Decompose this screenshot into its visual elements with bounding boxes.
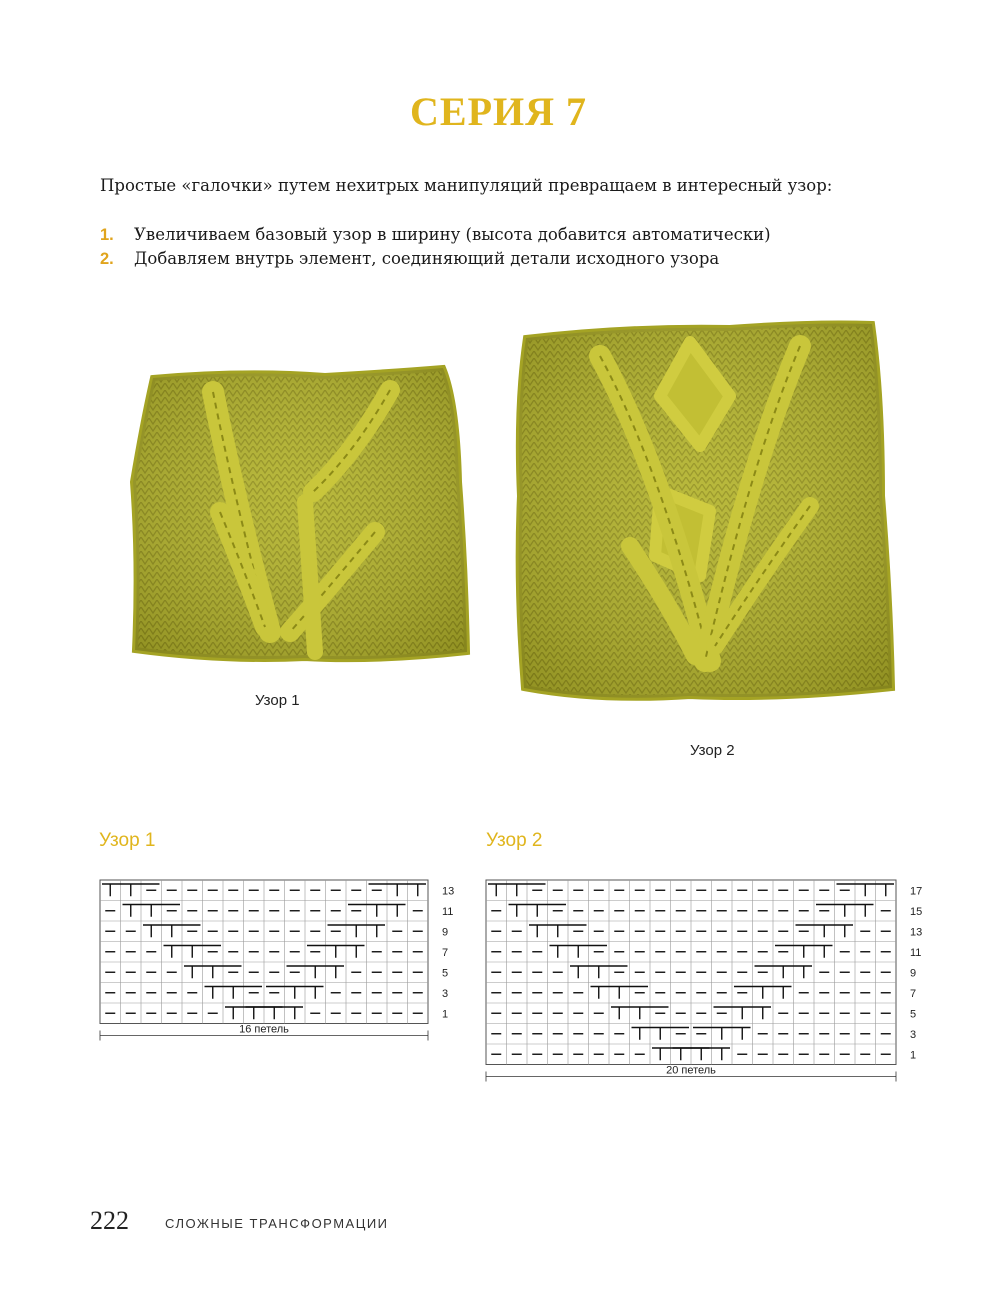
row-label: 13: [442, 885, 455, 898]
swatch-photo-1: [125, 362, 475, 674]
steps-list: [100, 223, 920, 271]
row-label: 9: [442, 926, 449, 939]
row-label: 9: [910, 967, 917, 980]
photo-2-caption: Узор 2: [690, 742, 735, 759]
knitting-chart-1: [98, 878, 463, 1050]
row-label: 5: [910, 1008, 917, 1021]
row-label: 17: [910, 885, 923, 898]
page-number: 222: [90, 1206, 129, 1235]
step-text: Добавляем внутрь элемент, соединяющий детали исходного узора: [134, 249, 720, 268]
knitting-chart-2: [484, 878, 929, 1090]
swatch-photo-2: [510, 316, 902, 706]
page-title: СЕРИЯ 7: [410, 89, 587, 134]
photo-1-caption: Узор 1: [255, 692, 300, 709]
intro-text: Простые «галочки» путем нехитрых манипуляций превращаем в интересный узор:: [100, 176, 833, 195]
row-label: 5: [442, 967, 449, 980]
list-item: [100, 247, 920, 271]
row-label: 15: [910, 905, 923, 918]
step-text: Увеличиваем базовый узор в ширину (высота добавится автоматически): [134, 225, 771, 244]
row-label: 11: [442, 905, 454, 918]
row-label: 1: [442, 1008, 449, 1021]
row-label: 3: [910, 1028, 917, 1041]
row-label: 7: [442, 946, 449, 959]
row-label: 1: [910, 1049, 917, 1062]
row-label: 11: [910, 946, 922, 959]
row-label: 13: [910, 926, 923, 939]
chart-2-title: Узор 2: [486, 830, 543, 851]
step-number: 1.: [100, 226, 114, 244]
section-title: СЛОЖНЫЕ ТРАНСФОРМАЦИИ: [165, 1216, 389, 1231]
list-item: [100, 223, 920, 247]
width-label: 16 петель: [239, 1023, 289, 1036]
width-label: 20 петель: [666, 1064, 716, 1077]
row-label: 3: [442, 987, 449, 1000]
step-number: 2.: [100, 250, 114, 268]
row-label: 7: [910, 987, 917, 1000]
chart-1-title: Узор 1: [99, 830, 156, 851]
